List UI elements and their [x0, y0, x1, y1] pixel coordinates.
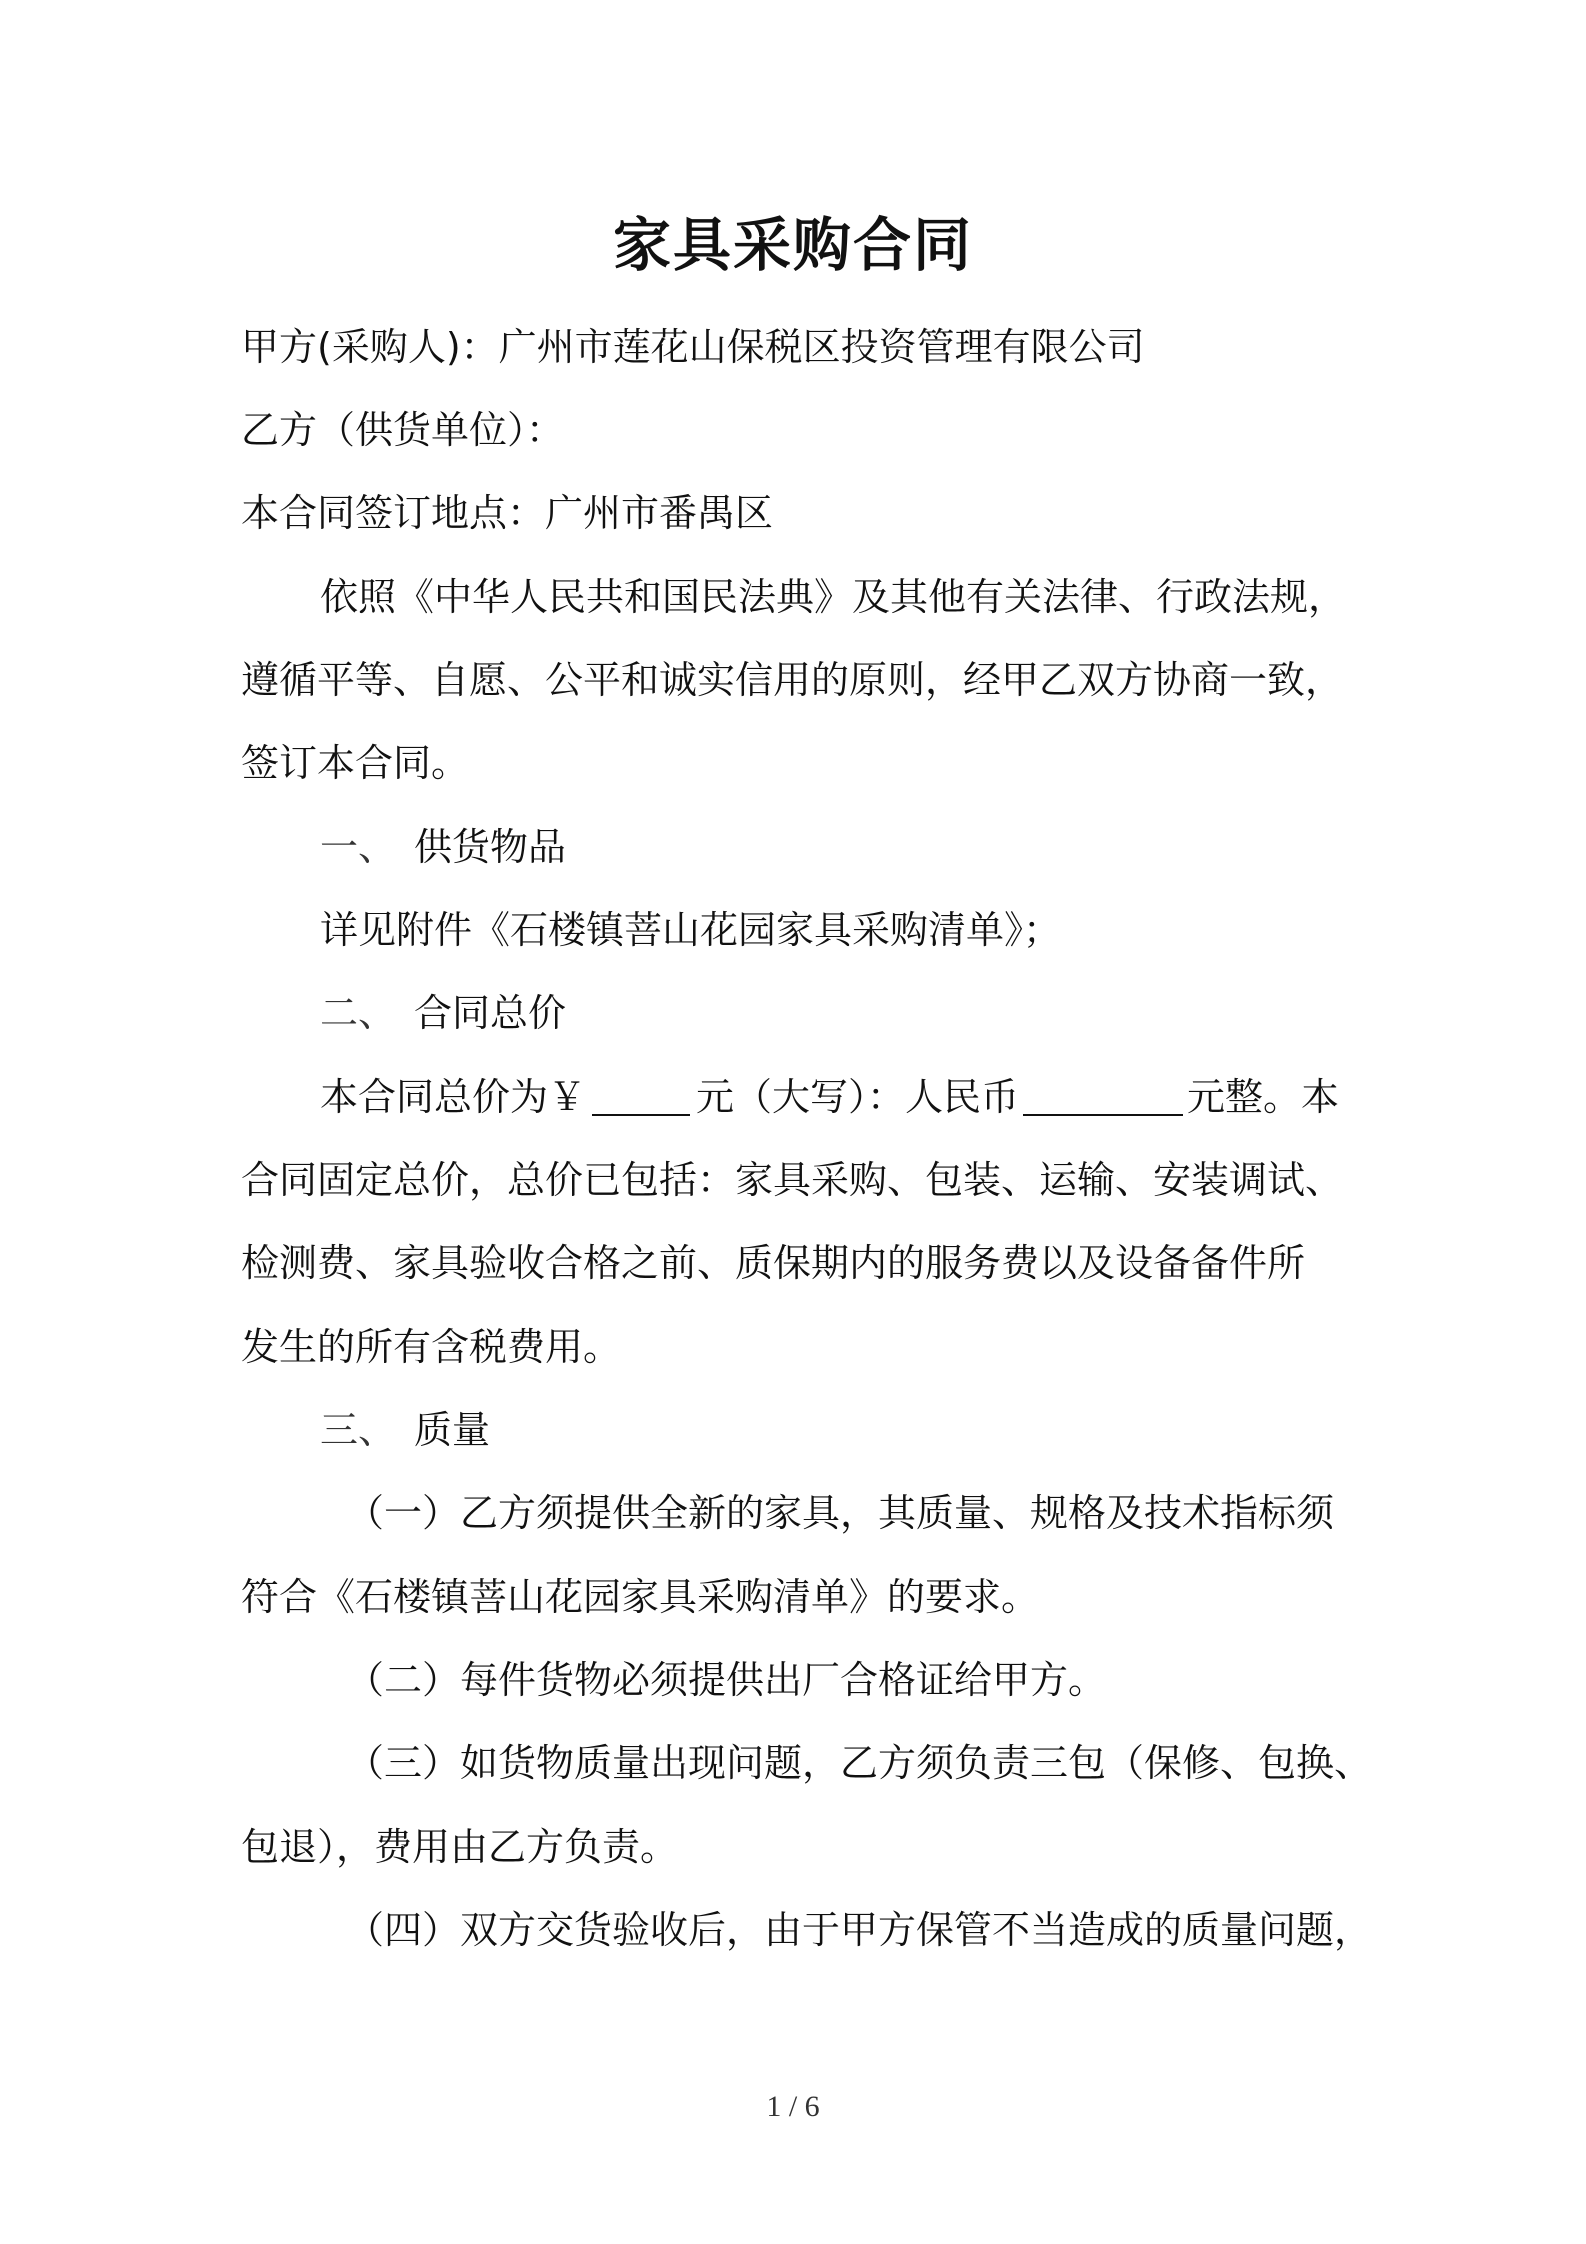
- section-number: 一、: [320, 825, 397, 869]
- quality-item-2: （二）每件货物必须提供出厂合格证给甲方。: [346, 1658, 1107, 1702]
- intro-line-2: 遵循平等、自愿、公平和诚实信用的原则，经甲乙双方协商一致，: [241, 658, 1344, 702]
- price-amount-blank[interactable]: [592, 1074, 690, 1116]
- quality-item-3-line-1: （三）如货物质量出现问题，乙方须负责三包（保修、包换、: [346, 1741, 1373, 1785]
- price-uppercase-blank[interactable]: [1023, 1074, 1183, 1116]
- price-prefix: 本合同总价为￥: [320, 1075, 587, 1119]
- quality-item-4-line-1: （四）双方交货验收后，由于甲方保管不当造成的质量问题，: [346, 1908, 1373, 1952]
- section-title: 质量: [414, 1408, 491, 1452]
- contract-price-line: [320, 1072, 1339, 1122]
- quality-item-3-line-2: 包退），费用由乙方负责。: [241, 1825, 679, 1869]
- section-title: 合同总价: [414, 991, 567, 1035]
- intro-line-3: 签订本合同。: [241, 741, 470, 785]
- quality-item-1-line-2: 符合《石楼镇菩山花园家具采购清单》的要求。: [241, 1575, 1040, 1619]
- sign-place-line: 本合同签订地点：广州市番禺区: [241, 491, 774, 535]
- section-2-line-2: 合同固定总价，总价已包括：家具采购、包装、运输、安装调试、: [241, 1158, 1344, 1202]
- section-2-line-4: 发生的所有含税费用。: [241, 1325, 622, 1369]
- quality-item-1-line-1: （一）乙方须提供全新的家具，其质量、规格及技术指标须: [346, 1491, 1335, 1535]
- section-3-heading: [320, 1405, 490, 1455]
- page-number: 1 / 6: [766, 2090, 820, 2123]
- document-title: 家具采购合同: [612, 211, 973, 279]
- price-suffix: 元整。本: [1187, 1075, 1340, 1119]
- party-a-line: 甲方(采购人)：广州市莲花山保税区投资管理有限公司: [241, 325, 1145, 369]
- intro-line-1: 依照《中华人民共和国民法典》及其他有关法律、行政法规，: [320, 575, 1347, 619]
- section-1-text: 详见附件《石楼镇菩山花园家具采购清单》；: [320, 908, 1062, 952]
- section-number: 三、: [320, 1408, 397, 1452]
- price-middle: 元（大写）：人民币: [696, 1075, 1020, 1119]
- section-1-heading: [320, 822, 566, 872]
- section-2-heading: [320, 988, 566, 1038]
- section-number: 二、: [320, 991, 397, 1035]
- party-b-line: 乙方（供货单位）：: [241, 408, 565, 452]
- section-title: 供货物品: [414, 825, 567, 869]
- section-2-line-3: 检测费、家具验收合格之前、质保期内的服务费以及设备备件所: [241, 1241, 1306, 1285]
